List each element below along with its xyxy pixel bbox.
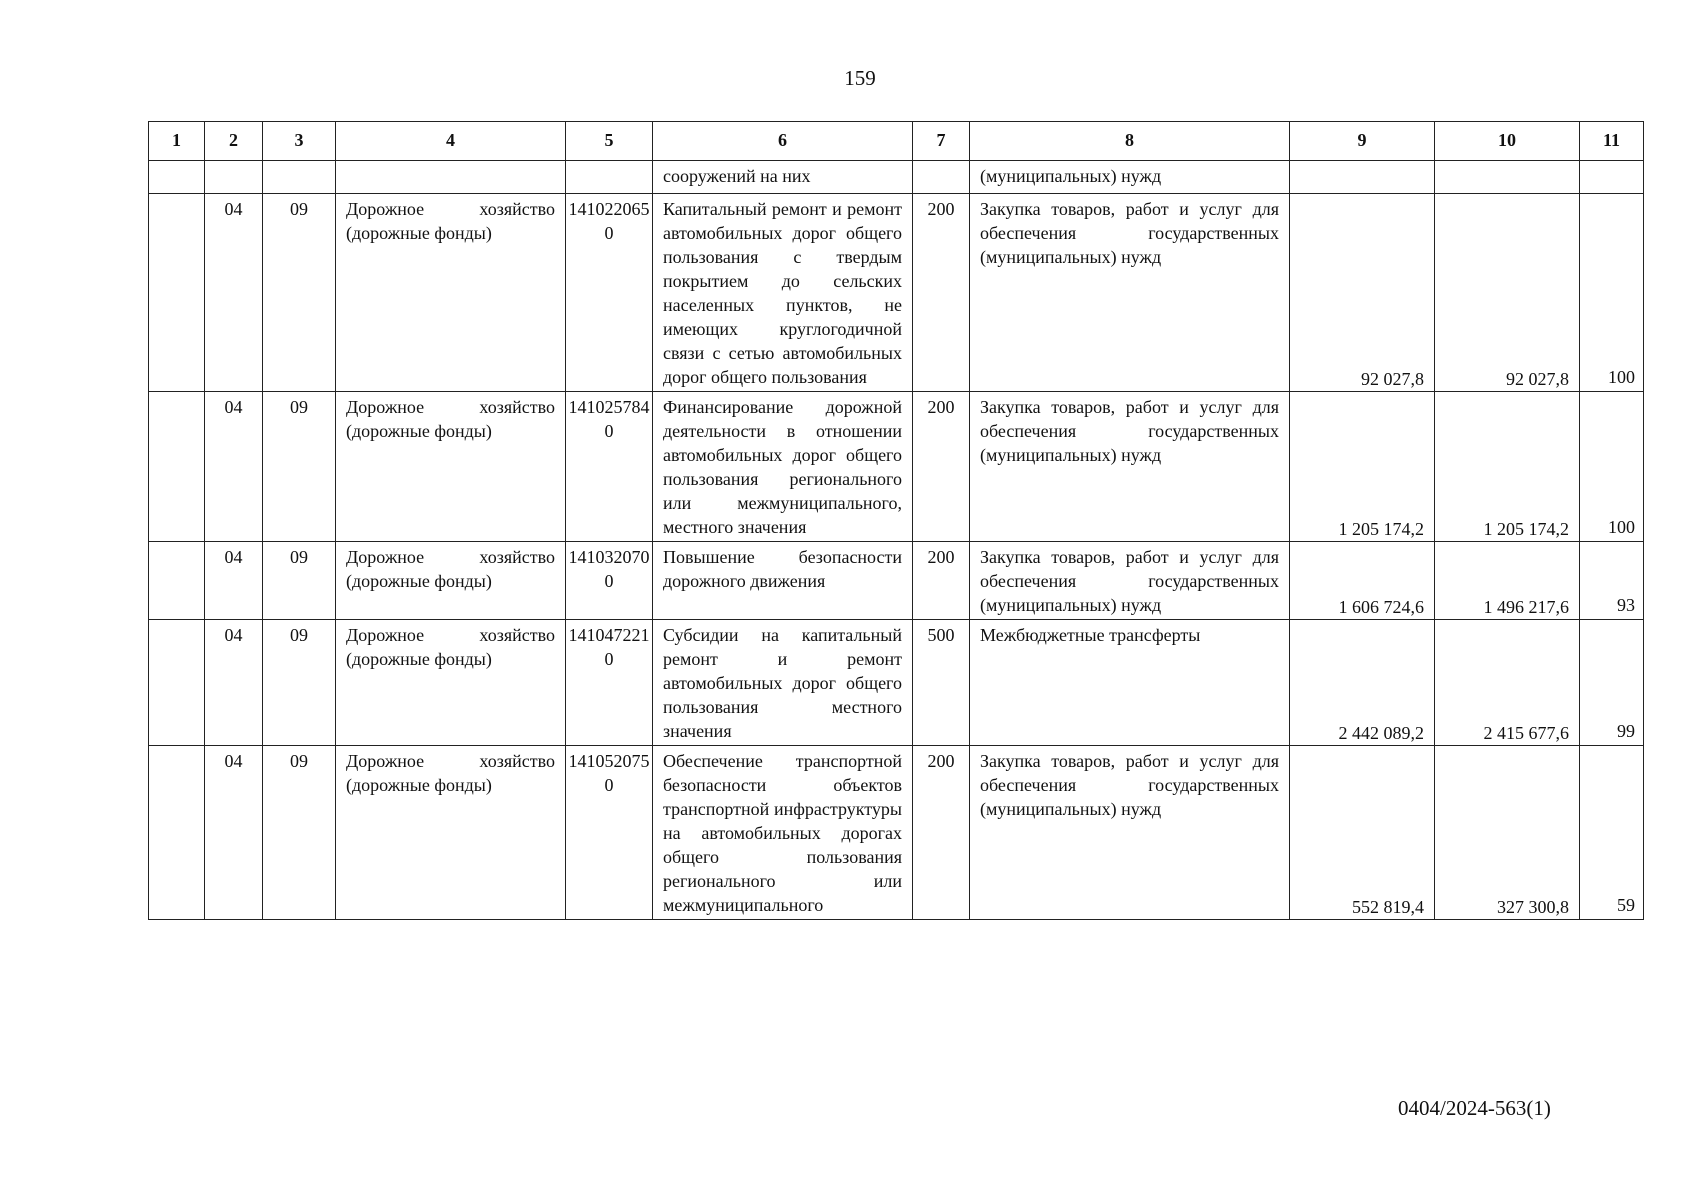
cell-target-code: 1410472210 bbox=[566, 620, 653, 746]
column-header: 9 bbox=[1290, 122, 1435, 161]
cell-planned: 92 027,8 bbox=[1290, 194, 1435, 392]
cell-expense-type: (муниципальных) нужд bbox=[970, 161, 1290, 194]
cell-description: Субсидии на капитальный ремонт и ремонт автомобильных дорог общего пользования местного значения bbox=[653, 620, 913, 746]
cell-description: сооружений на них bbox=[653, 161, 913, 194]
column-header: 4 bbox=[336, 122, 566, 161]
cell-actual: 327 300,8 bbox=[1435, 746, 1580, 920]
cell-expense-code: 200 bbox=[913, 746, 970, 920]
cell bbox=[1290, 161, 1435, 194]
document-number: 0404/2024-563(1) bbox=[1398, 1096, 1551, 1120]
cell-section: 04 bbox=[205, 746, 263, 920]
cell-section: 04 bbox=[205, 620, 263, 746]
header-row bbox=[149, 122, 1644, 161]
column-header: 8 bbox=[970, 122, 1290, 161]
cell-section: 04 bbox=[205, 194, 263, 392]
cell-percent: 99 bbox=[1580, 620, 1644, 746]
cell-actual: 1 205 174,2 bbox=[1435, 392, 1580, 542]
cell bbox=[336, 161, 566, 194]
cell bbox=[149, 161, 205, 194]
cell-section-name: Дорожное хозяйство (дорожные фонды) bbox=[336, 620, 566, 746]
column-header: 1 bbox=[149, 122, 205, 161]
cell-description: Обеспечение транспортной безопасности объектов транспортной инфраструктуры на автомобильных дорогах общего пользования регионального или межмуниципального bbox=[653, 746, 913, 920]
column-header: 3 bbox=[263, 122, 336, 161]
cell-planned: 552 819,4 bbox=[1290, 746, 1435, 920]
cell-target-code: 1410520750 bbox=[566, 746, 653, 920]
cell-section: 04 bbox=[205, 392, 263, 542]
cell-expense-type: Закупка товаров, работ и услуг для обеспечения государственных (муниципальных) нужд bbox=[970, 542, 1290, 620]
cell-section-name: Дорожное хозяйство (дорожные фонды) bbox=[336, 746, 566, 920]
cell bbox=[1580, 161, 1644, 194]
cell-expense-type: Закупка товаров, работ и услуг для обеспечения государственных (муниципальных) нужд bbox=[970, 392, 1290, 542]
cell bbox=[205, 161, 263, 194]
cell-section-name: Дорожное хозяйство (дорожные фонды) bbox=[336, 392, 566, 542]
cell-expense-type: Закупка товаров, работ и услуг для обеспечения государственных (муниципальных) нужд bbox=[970, 746, 1290, 920]
cell-target-code: 1410320700 bbox=[566, 542, 653, 620]
cell-target-code: 1410257840 bbox=[566, 392, 653, 542]
cell-target-code: 1410220650 bbox=[566, 194, 653, 392]
cell-description: Повышение безопасности дорожного движения bbox=[653, 542, 913, 620]
cell-expense-code: 200 bbox=[913, 194, 970, 392]
cell-expense-code: 500 bbox=[913, 620, 970, 746]
cell bbox=[913, 161, 970, 194]
cell-expense-type: Межбюджетные трансферты bbox=[970, 620, 1290, 746]
column-header: 10 bbox=[1435, 122, 1580, 161]
cell-percent: 100 bbox=[1580, 194, 1644, 392]
cell-expense-code: 200 bbox=[913, 392, 970, 542]
cell bbox=[149, 620, 205, 746]
cell bbox=[263, 161, 336, 194]
column-header: 2 bbox=[205, 122, 263, 161]
cell bbox=[149, 746, 205, 920]
cell-expense-type: Закупка товаров, работ и услуг для обеспечения государственных (муниципальных) нужд bbox=[970, 194, 1290, 392]
cell bbox=[149, 392, 205, 542]
cell bbox=[149, 542, 205, 620]
cell bbox=[149, 194, 205, 392]
cell-actual: 2 415 677,6 bbox=[1435, 620, 1580, 746]
table-row bbox=[149, 746, 1644, 920]
continuation-row bbox=[149, 161, 1644, 194]
cell-subsection: 09 bbox=[263, 392, 336, 542]
column-header: 11 bbox=[1580, 122, 1644, 161]
column-header: 6 bbox=[653, 122, 913, 161]
column-header: 5 bbox=[566, 122, 653, 161]
cell-subsection: 09 bbox=[263, 746, 336, 920]
cell-section: 04 bbox=[205, 542, 263, 620]
table-row bbox=[149, 620, 1644, 746]
cell-percent: 100 bbox=[1580, 392, 1644, 542]
cell-expense-code: 200 bbox=[913, 542, 970, 620]
cell-actual: 1 496 217,6 bbox=[1435, 542, 1580, 620]
page-number: 159 bbox=[844, 66, 876, 90]
cell-section-name: Дорожное хозяйство (дорожные фонды) bbox=[336, 194, 566, 392]
cell bbox=[566, 161, 653, 194]
cell bbox=[1435, 161, 1580, 194]
cell-percent: 93 bbox=[1580, 542, 1644, 620]
table-row bbox=[149, 542, 1644, 620]
cell-subsection: 09 bbox=[263, 194, 336, 392]
cell-actual: 92 027,8 bbox=[1435, 194, 1580, 392]
cell-subsection: 09 bbox=[263, 542, 336, 620]
table-row bbox=[149, 194, 1644, 392]
column-header: 7 bbox=[913, 122, 970, 161]
table-row bbox=[149, 392, 1644, 542]
cell-description: Финансирование дорожной деятельности в отношении автомобильных дорог общего пользования регионального или межмуниципального, местного значения bbox=[653, 392, 913, 542]
cell-planned: 1 205 174,2 bbox=[1290, 392, 1435, 542]
cell-section-name: Дорожное хозяйство (дорожные фонды) bbox=[336, 542, 566, 620]
budget-table bbox=[148, 121, 1644, 920]
cell-planned: 2 442 089,2 bbox=[1290, 620, 1435, 746]
cell-planned: 1 606 724,6 bbox=[1290, 542, 1435, 620]
cell-percent: 59 bbox=[1580, 746, 1644, 920]
cell-description: Капитальный ремонт и ремонт автомобильных дорог общего пользования с твердым покрытием до сельских населенных пунктов, не имеющих круглогодичной связи с сетью автомобильных дорог общего пользования bbox=[653, 194, 913, 392]
cell-subsection: 09 bbox=[263, 620, 336, 746]
